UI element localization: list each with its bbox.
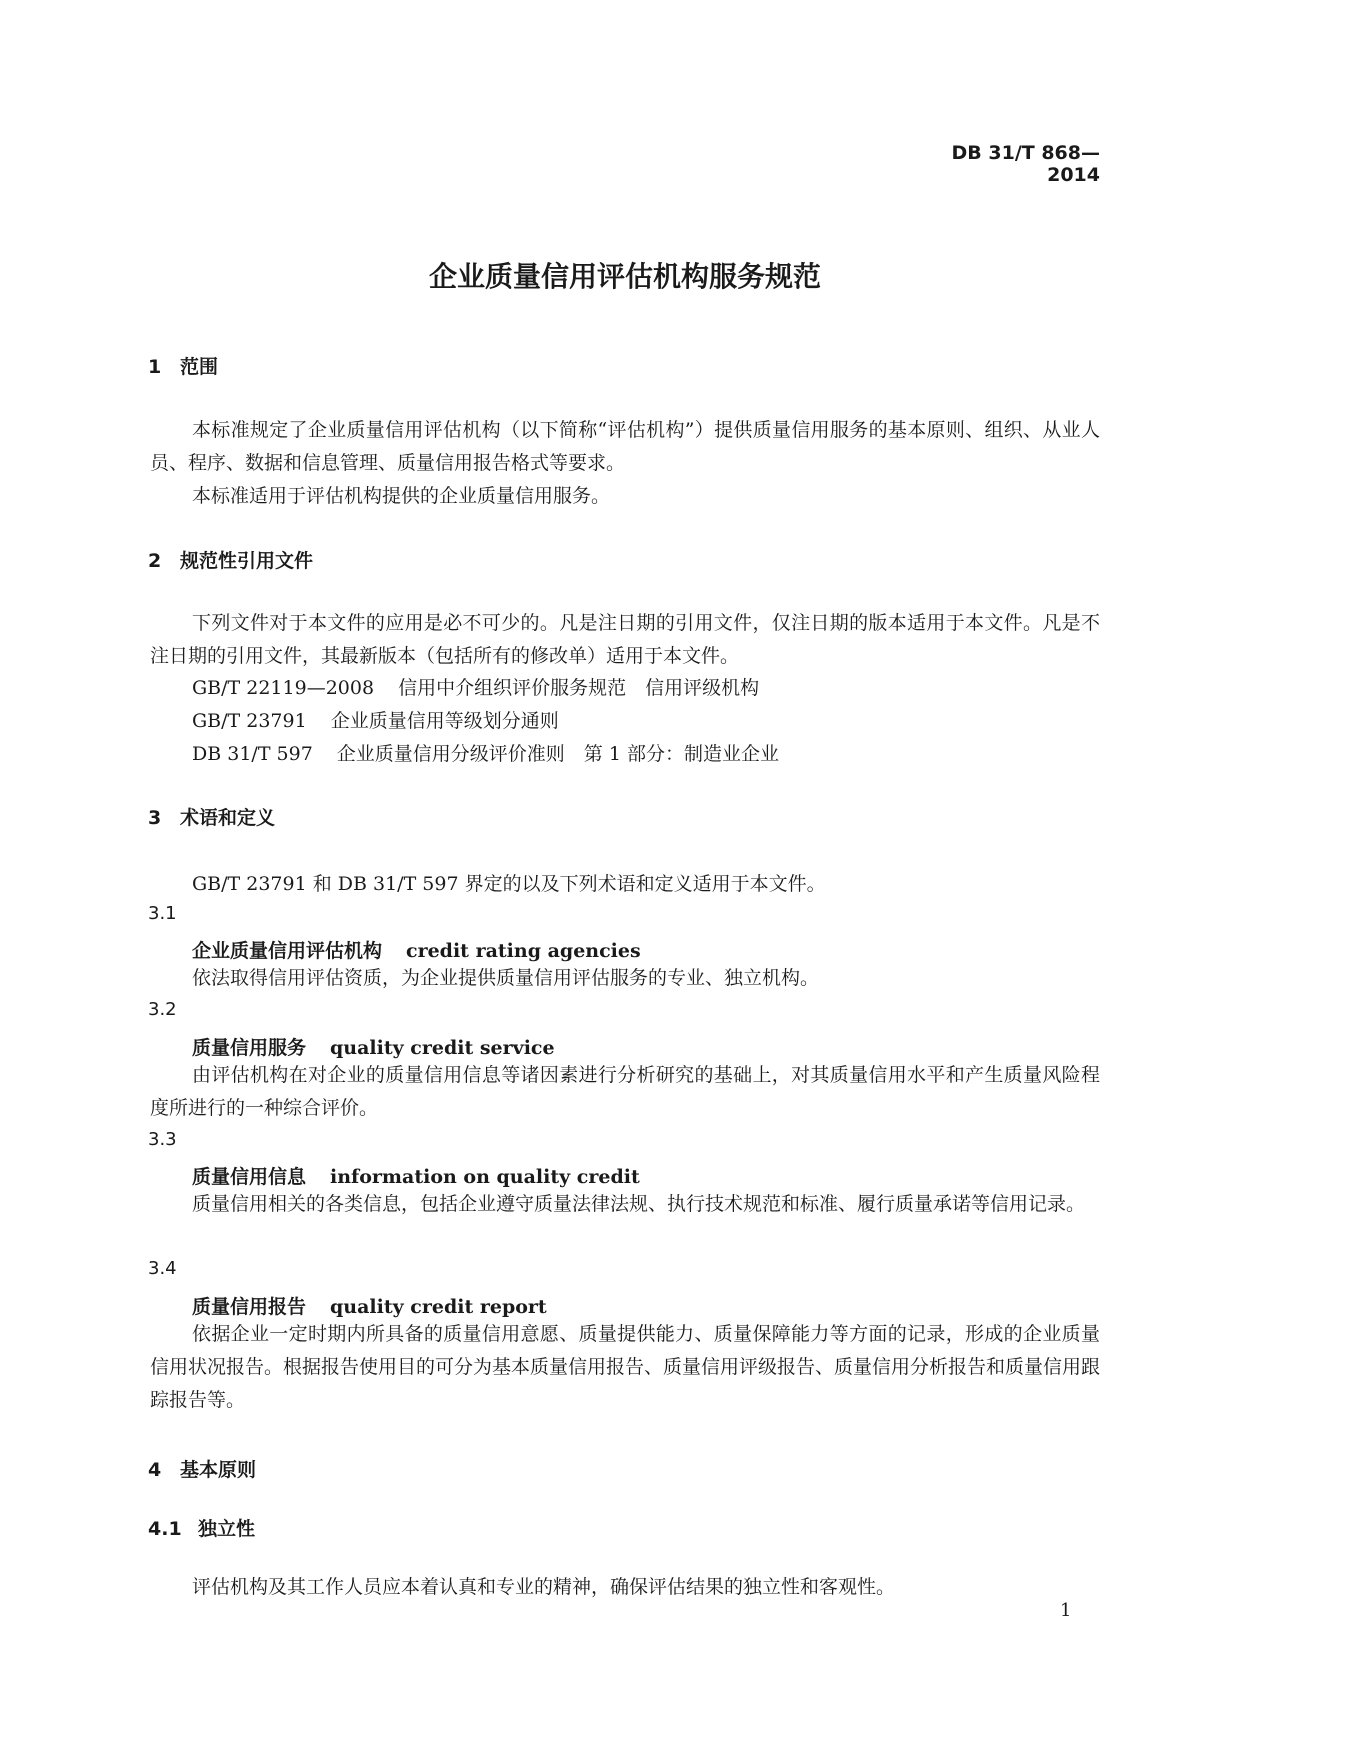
term-definition: 由评估机构在对企业的质量信用信息等诸因素进行分析研究的基础上，对其质量信用水平和产生质量风险程度所进行的一种综合评价。: [150, 1064, 1100, 1119]
term-english: information on quality credit: [330, 1166, 640, 1188]
reference-title: 企业质量信用等级划分通则: [330, 710, 559, 732]
term-english: credit rating agencies: [406, 940, 641, 962]
document-title: 企业质量信用评估机构服务规范: [428, 260, 821, 293]
section-title: 规范性引用文件: [180, 550, 314, 572]
reference-code: GB/T 22119—2008: [192, 677, 375, 699]
subsection-4-1-heading: [148, 1514, 255, 1541]
section-number: 3: [148, 807, 162, 829]
section-title: 范围: [180, 356, 219, 378]
term-number: 3.3: [148, 1129, 177, 1150]
subsection-number: 4.1: [148, 1518, 182, 1540]
term-english: quality credit service: [330, 1037, 555, 1059]
term-chinese: 企业质量信用评估机构: [192, 940, 383, 962]
term-heading: [192, 1162, 640, 1189]
term-chinese: 质量信用信息: [192, 1166, 307, 1188]
subsection-4-1-paragraph: 评估机构及其工作人员应本着认真和专业的精神，确保评估结果的独立性和客观性。: [192, 1576, 896, 1598]
term-number: 3.2: [148, 999, 177, 1020]
reference-item: [192, 739, 779, 766]
term-chinese: 质量信用服务: [192, 1037, 307, 1059]
section-title: 术语和定义: [180, 807, 276, 829]
section-3-heading: [148, 803, 275, 830]
section-1-paragraph-2: 本标准适用于评估机构提供的企业质量信用服务。: [192, 485, 611, 507]
reference-title: 信用中介组织评价服务规范 信用评级机构: [398, 677, 760, 699]
page-number: 1: [1060, 1600, 1072, 1621]
reference-title: 企业质量信用分级评价准则 第 1 部分：制造业企业: [336, 743, 779, 765]
term-definition: 依据企业一定时期内所具备的质量信用意愿、质量提供能力、质量保障能力等方面的记录，形成的企业质量信用状况报告。根据报告使用目的可分为基本质量信用报告、质量信用评级报告、质量信用分析报告和质量信用跟踪报告等。: [150, 1323, 1101, 1411]
term-heading: [192, 1292, 547, 1319]
section-number: 1: [148, 356, 162, 378]
term-number: 3.4: [148, 1258, 177, 1279]
reference-item: [192, 706, 559, 733]
term-number: 3.1: [148, 903, 177, 924]
term-heading: [192, 1033, 555, 1060]
section-number: 2: [148, 550, 162, 572]
section-1-paragraph-1: 本标准规定了企业质量信用评估机构（以下简称“评估机构”）提供质量信用服务的基本原则、组织、从业人员、程序、数据和信息管理、质量信用报告格式等要求。: [150, 419, 1100, 474]
standard-code: DB 31/T 868—2014: [951, 142, 1100, 186]
section-4-heading: [148, 1455, 256, 1482]
reference-code: DB 31/T 597: [192, 743, 313, 765]
term-definition: 质量信用相关的各类信息，包括企业遵守质量法律法规、执行技术规范和标准、履行质量承诺等信用记录。: [192, 1193, 1086, 1215]
term-english: quality credit report: [330, 1296, 547, 1318]
term-definition: 依法取得信用评估资质，为企业提供质量信用评估服务的专业、独立机构。: [192, 967, 820, 989]
section-title: 基本原则: [180, 1459, 257, 1481]
subsection-title: 独立性: [198, 1518, 256, 1540]
reference-code: GB/T 23791: [192, 710, 307, 732]
term-chinese: 质量信用报告: [192, 1296, 307, 1318]
section-1-heading: [148, 352, 218, 379]
section-2-paragraph-1: 下列文件对于本文件的应用是必不可少的。凡是注日期的引用文件，仅注日期的版本适用于本文件。凡是不注日期的引用文件，其最新版本（包括所有的修改单）适用于本文件。: [150, 612, 1100, 667]
section-3-intro: GB/T 23791 和 DB 31/T 597 界定的以及下列术语和定义适用于本文件。: [192, 873, 826, 895]
section-2-heading: [148, 546, 313, 573]
reference-item: [192, 673, 759, 700]
section-number: 4: [148, 1459, 162, 1481]
term-heading: [192, 936, 641, 963]
